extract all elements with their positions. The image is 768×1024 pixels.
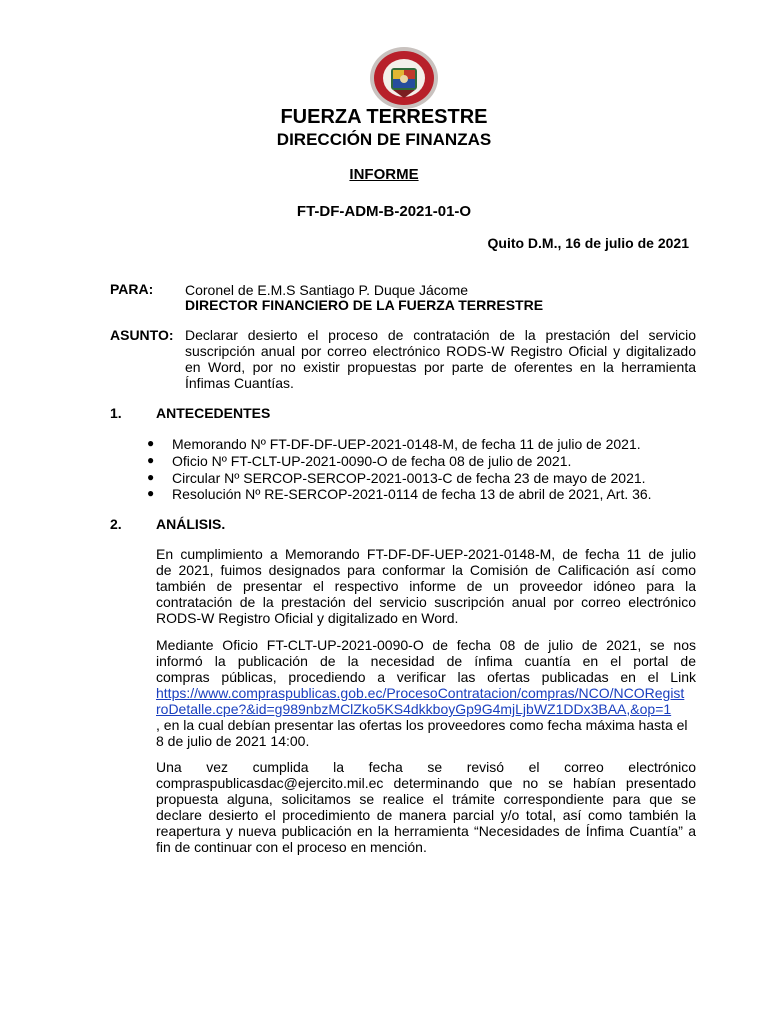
document-type: INFORME [349,166,419,183]
analysis-paragraph-1 [156,546,696,626]
list-item: Memorando Nº FT-DF-DF-UEP-2021-0148-M, de fecha 11 de julio de 2021. [172,436,641,452]
paragraph-line: Mediante Oficio FT-CLT-UP-2021-0090-O de fecha 08 de julio de 2021, se nos [156,637,696,653]
recipient-position: DIRECTOR FINANCIERO DE LA FUERZA TERRESTRE [185,297,544,313]
section-title-antecedentes: ANTECEDENTES [156,405,271,421]
analysis-paragraph-3 [156,759,696,855]
para-label: PARA: [110,281,154,297]
military-seal-icon [369,46,439,110]
recipient-name: Coronel de E.M.S Santiago P. Duque Jácome [185,282,469,298]
paragraph-line: reapertura y nueva publicación en la herramienta “Necesidades de Ínfima Cuantía” a [156,823,696,839]
list-item: Circular Nº SERCOP-SERCOP-2021-0013-C de fecha 23 de mayo de 2021. [172,470,646,486]
analysis-paragraph-2 [156,637,696,749]
paragraph-line: propuesta alguna, solicitamos se realice el trámite correspondiente para que se [156,791,696,807]
place-date: Quito D.M., 16 de julio de 2021 [487,235,689,251]
bullet-icon: ● [147,453,155,467]
asunto-line: en Word, por no existir propuestas por parte de oferentes en la herramienta [185,359,696,375]
paragraph-line: En cumplimiento a Memorando FT-DF-DF-UEP-2021-0148-M, de fecha 11 de julio [156,546,696,562]
procurement-link[interactable]: https://www.compraspublicas.gob.ec/ProcesoContratacion/compras/NCO/NCORegist [156,685,685,701]
section-number: 2. [110,516,122,532]
document-code: FT-DF-ADM-B-2021-01-O [296,203,472,220]
list-item: Oficio Nº FT-CLT-UP-2021-0090-O de fecha 08 de julio de 2021. [172,453,572,469]
bullet-icon: ● [147,470,155,484]
asunto-line: Ínfimas Cuantías. [185,375,294,391]
paragraph-line: Una vez cumplida la fecha se revisó el correo electrónico [156,759,696,775]
procurement-link-continued[interactable]: roDetalle.cpe?&id=g989nbzMClZko5KS4dkkboyGp9G4mjLjbWZ1DDx3BAA,&op=1 [156,701,672,717]
paragraph-line: 8 de julio de 2021 14:00. [156,733,310,749]
list-item: Resolución Nº RE-SERCOP-2021-0114 de fecha 13 de abril de 2021, Art. 36. [172,486,652,502]
bullet-icon: ● [147,436,155,450]
asunto-label: ASUNTO: [110,327,174,343]
section-number: 1. [110,405,122,421]
paragraph-line: , en la cual debían presentar las ofertas los proveedores como fecha máxima hasta el [156,717,688,733]
bullet-icon: ● [147,486,155,500]
asunto-line: Declarar desierto el proceso de contratación de la prestación del servicio [185,327,696,343]
paragraph-line: declare desierto el procedimiento de manera parcial y/o total, así como también la [156,807,696,823]
paragraph-line: RODS-W Registro Oficial y digitalizado en Word. [156,610,459,626]
paragraph-line: compras públicas, procediendo a verificar las ofertas publicadas en el Link [156,669,696,685]
paragraph-line: de 2021, fuimos designados para conformar la Comisión de Calificación así como [156,562,696,578]
paragraph-line: también de presentar el respectivo informe de un proveedor idóneo para la [156,578,696,594]
paragraph-line: contratación de la prestación del servicio suscripción anual por correo electrónico [156,594,696,610]
paragraph-line: fin de continuar con el proceso en mención. [156,839,427,855]
direction-title: DIRECCIÓN DE FINANZAS [276,130,492,149]
asunto-line: suscripción anual por correo electrónico RODS-W Registro Oficial y digitalizado [185,343,696,359]
section-title-analisis: ANÁLISIS. [156,516,226,532]
paragraph-line: informó la publicación de la necesidad de ínfima cuantía en el portal de [156,653,696,669]
organization-title: FUERZA TERRESTRE [280,106,488,128]
antecedentes-list [0,436,768,506]
paragraph-line: compraspublicasdac@ejercito.mil.ec determinando que no se habían presentado [156,775,696,791]
asunto-text [185,327,696,391]
